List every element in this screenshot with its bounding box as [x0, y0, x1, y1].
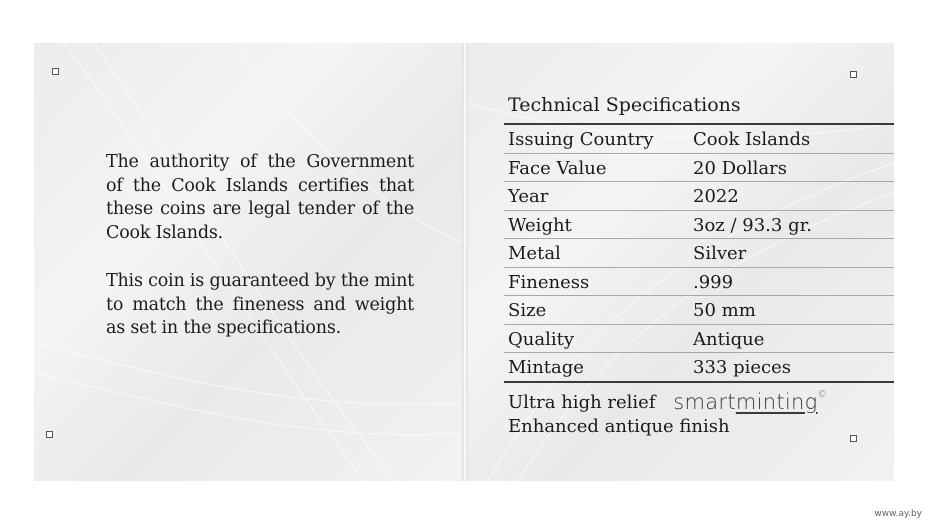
spec-value: 20 Dollars [693, 157, 787, 179]
spec-value: 50 mm [693, 300, 756, 321]
spec-label: Fineness [508, 271, 590, 293]
specifications-right-page [468, 43, 894, 481]
spec-row [504, 154, 894, 183]
certificate-left-page [34, 43, 462, 481]
corner-mark-top-left [52, 68, 59, 75]
spec-value: 333 pieces [693, 357, 791, 378]
spec-value: 2022 [693, 186, 739, 207]
spec-label: Mintage [508, 357, 584, 378]
logo-part-smart: smart [673, 390, 736, 414]
smartminting-logo [673, 387, 827, 414]
spec-row [504, 239, 894, 268]
spec-value: Antique [693, 328, 765, 350]
spec-label: Metal [508, 243, 561, 264]
spec-row [504, 125, 894, 154]
spec-label: Issuing Country [508, 129, 654, 150]
spec-row [504, 325, 894, 354]
certificate-paragraph-guarantee: This coin is guaranteed by the mint to match the fineness and weight as set in the specifications. [106, 271, 414, 338]
spec-label: Year [508, 186, 549, 207]
logo-part-minting: minting [735, 390, 818, 414]
feature-antique-finish: Enhanced antique finish [508, 416, 730, 437]
copyright-mark: © [817, 390, 827, 400]
specs-table [504, 123, 894, 383]
spec-label: Quality [508, 328, 574, 350]
spec-value: 3oz / 93.3 gr. [693, 214, 812, 236]
corner-mark-bottom-right [850, 435, 857, 442]
background-swirl-pattern [34, 43, 462, 481]
spec-row [504, 182, 894, 211]
spec-row [504, 353, 894, 383]
feature-line [508, 386, 827, 415]
specs-features [508, 386, 827, 439]
spec-row [504, 211, 894, 240]
spec-row [504, 268, 894, 297]
site-watermark: www.ay.by [874, 509, 922, 519]
spec-value: .999 [693, 271, 734, 293]
specs-title: Technical Specifications [508, 94, 741, 116]
spec-row [504, 296, 894, 325]
spec-value: Silver [693, 243, 747, 264]
corner-mark-bottom-left [46, 431, 53, 438]
feature-ultra-high-relief: Ultra high relief [508, 392, 656, 413]
spec-label: Face Value [508, 157, 607, 179]
certificate-paragraph-authority: The authority of the Government of the Cook Islands certifies that these coins are legal tender of the Cook Islands. [106, 152, 414, 243]
corner-mark-top-right [850, 71, 857, 78]
spec-label: Size [508, 300, 547, 321]
spec-value: Cook Islands [693, 129, 811, 150]
spec-label: Weight [508, 214, 572, 236]
